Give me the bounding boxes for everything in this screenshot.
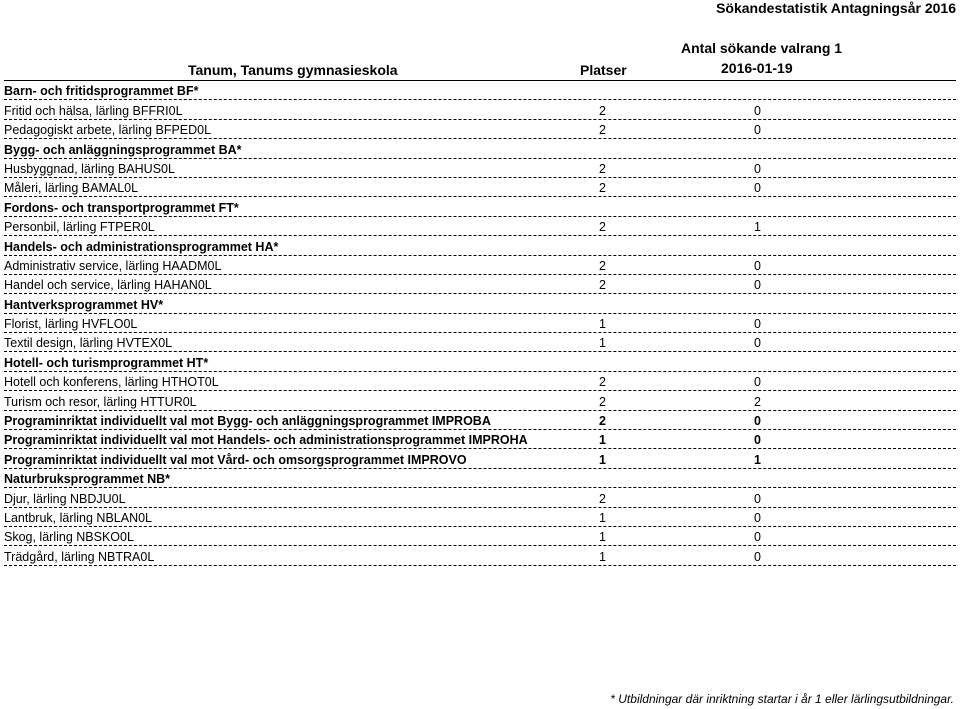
- row-antal: 0: [754, 317, 761, 332]
- program-row: [4, 469, 956, 488]
- row-platser: 2: [599, 394, 606, 409]
- row-name: Lantbruk, lärling NBLAN0L: [4, 510, 152, 525]
- program-row: [4, 81, 956, 100]
- table-row: [4, 546, 956, 565]
- row-antal: 0: [754, 375, 761, 390]
- row-name: Handel och service, lärling HAHAN0L: [4, 278, 212, 293]
- program-row: [4, 294, 956, 313]
- date-header: 2016-01-19: [721, 60, 793, 76]
- table-row: [4, 120, 956, 139]
- table-row: [4, 488, 956, 507]
- row-platser: 2: [599, 103, 606, 118]
- row-antal: 0: [754, 336, 761, 351]
- row-antal: 0: [754, 491, 761, 506]
- row-name: Djur, lärling NBDJU0L: [4, 491, 126, 506]
- row-name: Programinriktat individuellt val mot Vård- och omsorgsprogrammet IMPROVO: [4, 452, 467, 467]
- row-antal: 0: [754, 161, 761, 176]
- table-row: [4, 333, 956, 352]
- row-antal: 0: [754, 414, 761, 429]
- row-name: Hotell och konferens, lärling HTHOT0L: [4, 375, 219, 390]
- footnote: * Utbildningar där inriktning startar i år 1 eller lärlingsutbildningar.: [610, 692, 954, 706]
- row-name: Programinriktat individuellt val mot Bygg- och anläggningsprogrammet IMPROBA: [4, 414, 491, 429]
- row-platser: 2: [599, 123, 606, 138]
- row-antal: 0: [754, 530, 761, 545]
- row-platser: 1: [599, 336, 606, 351]
- row-antal: 0: [754, 103, 761, 118]
- row-antal: 0: [754, 123, 761, 138]
- row-name: Trädgård, lärling NBTRA0L: [4, 549, 155, 564]
- row-antal: 2: [754, 394, 761, 409]
- table-row: [4, 275, 956, 294]
- row-platser: 1: [599, 317, 606, 332]
- program-row: [4, 197, 956, 216]
- row-antal: 0: [754, 258, 761, 273]
- row-antal: 0: [754, 278, 761, 293]
- table-row: [4, 100, 956, 119]
- row-name: Barn- och fritidsprogrammet BF*: [4, 84, 199, 99]
- row-platser: 2: [599, 278, 606, 293]
- row-name: Textil design, lärling HVTEX0L: [4, 336, 173, 351]
- row-name: Naturbruksprogrammet NB*: [4, 472, 171, 487]
- row-name: Bygg- och anläggningsprogrammet BA*: [4, 142, 242, 157]
- table-row: [4, 391, 956, 410]
- row-platser: 2: [599, 491, 606, 506]
- row-name: Handels- och administrationsprogrammet HA*: [4, 239, 279, 254]
- report-title: Sökandestatistik Antagningsår 2016: [716, 0, 956, 16]
- row-platser: 2: [599, 258, 606, 273]
- row-name: Turism och resor, lärling HTTUR0L: [4, 394, 197, 409]
- row-name: Florist, lärling HVFLO0L: [4, 317, 138, 332]
- row-antal: 1: [754, 220, 761, 235]
- row-name: Personbil, lärling FTPER0L: [4, 220, 155, 235]
- row-platser: 1: [599, 530, 606, 545]
- row-name: Administrativ service, lärling HAADM0L: [4, 258, 222, 273]
- table-row: [4, 159, 956, 178]
- row-name: Skog, lärling NBSKO0L: [4, 530, 134, 545]
- row-platser: 2: [599, 375, 606, 390]
- row-platser: 2: [599, 181, 606, 196]
- antal-column-header: Antal sökande valrang 1: [681, 40, 843, 56]
- program-row: [4, 352, 956, 371]
- row-name: Fritid och hälsa, lärling BFFRI0L: [4, 103, 183, 118]
- row-antal: 0: [754, 510, 761, 525]
- program-row: [4, 411, 956, 430]
- table-row: [4, 372, 956, 391]
- platser-column-header: Platser: [580, 62, 627, 78]
- row-platser: 2: [599, 161, 606, 176]
- table-row: [4, 314, 956, 333]
- row-platser: 1: [599, 510, 606, 525]
- table-row: [4, 527, 956, 546]
- row-platser: 1: [599, 433, 606, 448]
- row-platser: 1: [599, 549, 606, 564]
- row-antal: 1: [754, 452, 761, 467]
- row-name: Hotell- och turismprogrammet HT*: [4, 355, 209, 370]
- row-antal: 0: [754, 181, 761, 196]
- row-antal: 0: [754, 549, 761, 564]
- program-row: [4, 430, 956, 449]
- row-name: Husbyggnad, lärling BAHUS0L: [4, 161, 175, 176]
- row-antal: 0: [754, 433, 761, 448]
- program-row: [4, 449, 956, 468]
- row-name: Måleri, lärling BAMAL0L: [4, 181, 139, 196]
- row-platser: 1: [599, 452, 606, 467]
- table-row: [4, 256, 956, 275]
- row-platser: 2: [599, 414, 606, 429]
- row-name: Pedagogiskt arbete, lärling BFPED0L: [4, 123, 212, 138]
- table-row: [4, 178, 956, 197]
- row-name: Fordons- och transportprogrammet FT*: [4, 200, 239, 215]
- row-platser: 2: [599, 220, 606, 235]
- table-row: [4, 508, 956, 527]
- program-row: [4, 139, 956, 158]
- table-row: [4, 217, 956, 236]
- program-row: [4, 236, 956, 255]
- school-header: Tanum, Tanums gymnasieskola: [188, 62, 398, 78]
- row-name: Programinriktat individuellt val mot Handels- och administrationsprogrammet IMPROHA: [4, 433, 528, 448]
- statistics-table: [4, 81, 956, 566]
- row-name: Hantverksprogrammet HV*: [4, 297, 164, 312]
